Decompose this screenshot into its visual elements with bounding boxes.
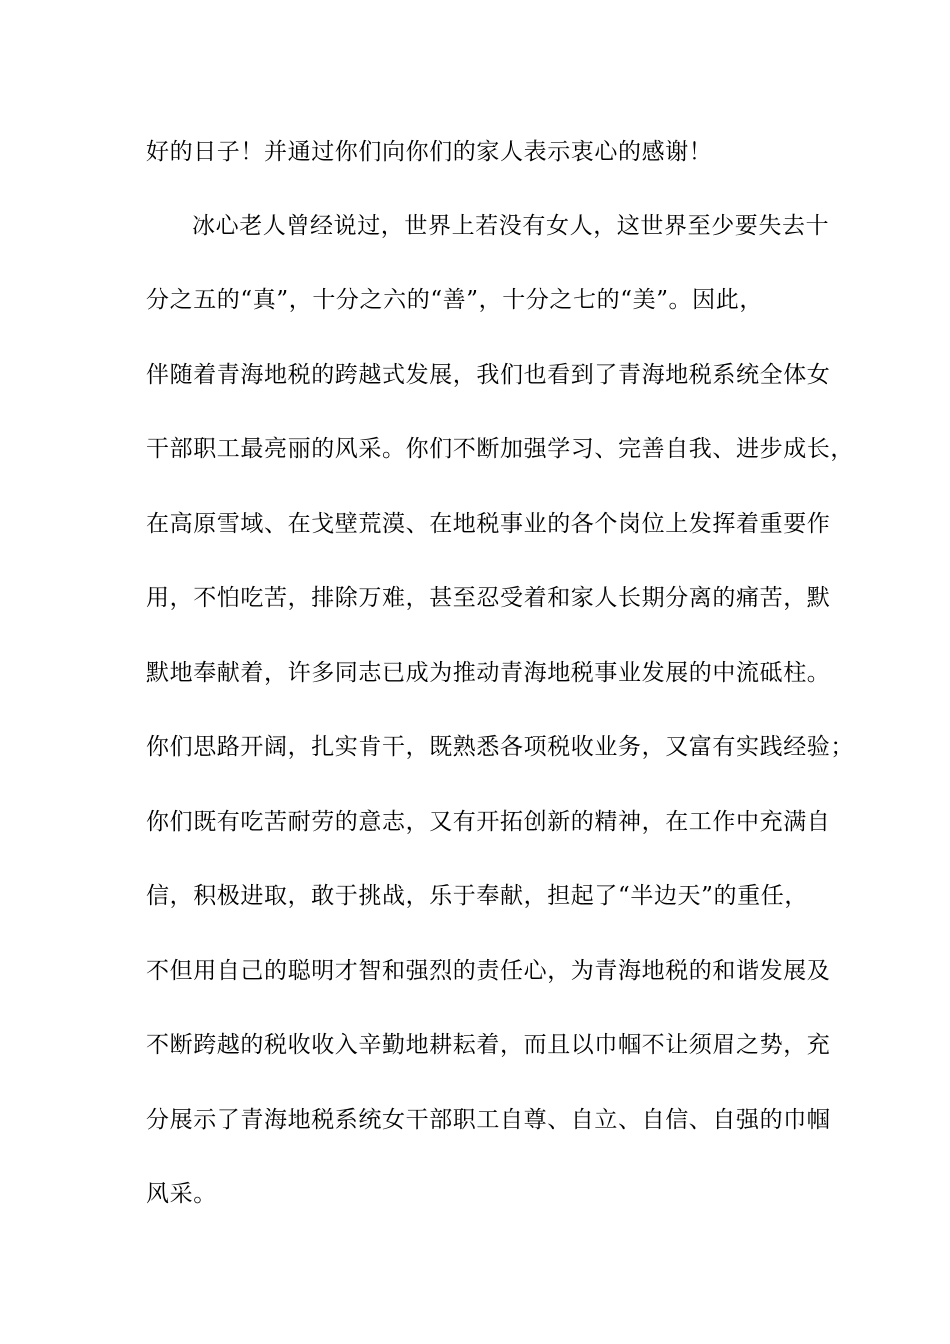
paragraph-first-line: 冰心老人曾经说过，世界上若没有女人，这世界至少要失去十 [192, 213, 830, 239]
text-line: 在高原雪域、在戈壁荒漠、在地税事业的各个岗位上发挥着重要作 [146, 511, 831, 537]
text-line: 分之五的“真”，十分之六的“善”，十分之七的“美”。因此， [146, 287, 763, 313]
text-line: 你们既有吃苦耐劳的意志，又有开拓创新的精神，在工作中充满自 [146, 809, 831, 835]
text-line: 好的日子！并通过你们向你们的家人表示衷心的感谢！ [146, 139, 713, 165]
text-line: 信，积极进取，敢于挑战，乐于奉献，担起了“半边天”的重任， [146, 883, 808, 909]
text-line: 用，不怕吃苦，排除万难，甚至忍受着和家人长期分离的痛苦，默 [146, 585, 831, 611]
text-line: 你们思路开阔，扎实肯干，既熟悉各项税收业务，又富有实践经验； [146, 734, 854, 760]
text-line: 伴随着青海地税的跨越式发展，我们也看到了青海地税系统全体女 [146, 362, 831, 388]
text-line: 分展示了青海地税系统女干部职工自尊、自立、自信、自强的巾帼 [146, 1107, 831, 1133]
paragraph-last-line: 风采。 [146, 1181, 217, 1207]
text-line: 不断跨越的税收收入辛勤地耕耘着，而且以巾帼不让须眉之势，充 [146, 1032, 831, 1058]
text-line: 不但用自己的聪明才智和强烈的责任心，为青海地税的和谐发展及 [146, 958, 831, 984]
text-line: 干部职工最亮丽的风采。你们不断加强学习、完善自我、进步成长， [146, 436, 854, 462]
text-line: 默地奉献着，许多同志已成为推动青海地税事业发展的中流砥柱。 [146, 660, 831, 686]
